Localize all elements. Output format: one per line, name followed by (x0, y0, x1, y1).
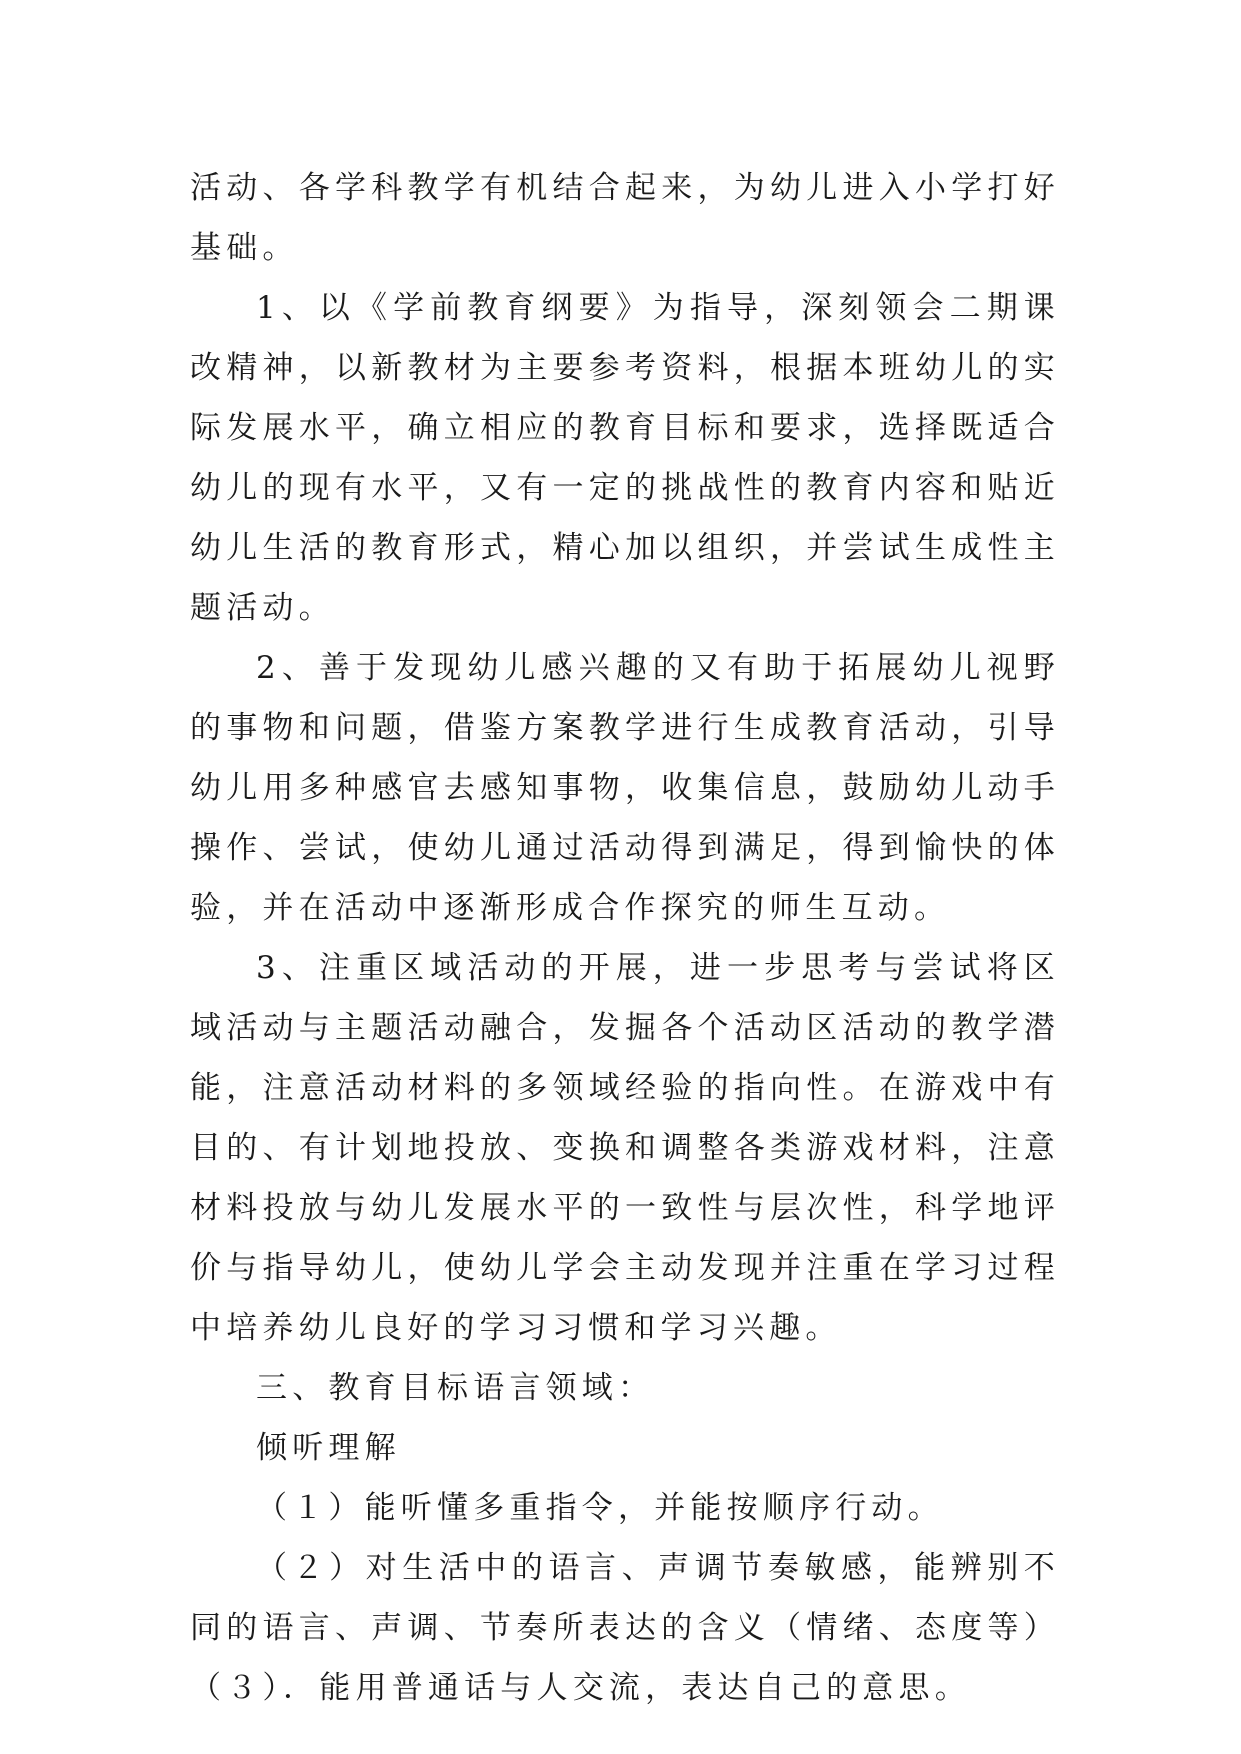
paragraph-continuation: 活动、各学科教学有机结合起来，为幼儿进入小学打好基础。 (190, 170, 1060, 266)
section-heading-education-goals: 三、教育目标语言领域： (256, 1370, 655, 1406)
goal-item-2: （２）对生活中的语言、声调节奏敏感，能辨别不同的语言、声调、节奏所表达的含义（情绪、态度等）（３）．能用普通话与人交流，表达自己的意思。 (190, 1550, 1060, 1706)
document-body (190, 158, 1060, 1718)
paragraph-item-1: 1、以《学前教育纲要》为指导，深刻领会二期课改精神，以新教材为主要参考资料，根据本班幼儿的实际发展水平，确立相应的教育目标和要求，选择既适合幼儿的现有水平，又有一定的挑战性的教育内容和贴近幼儿生活的教育形式，精心加以组织，并尝试生成性主题活动。 (190, 290, 1060, 626)
paragraph-item-2: 2、善于发现幼儿感兴趣的又有助于拓展幼儿视野的事物和问题，借鉴方案教学进行生成教育活动，引导幼儿用多种感官去感知事物，收集信息，鼓励幼儿动手操作、尝试，使幼儿通过活动得到满足，得到愉快的体验，并在活动中逐渐形成合作探究的师生互动。 (190, 650, 1060, 926)
goal-item-1: （１）能听懂多重指令，并能按顺序行动。 (256, 1490, 944, 1526)
subheading-listening-comprehension: 倾听理解 (256, 1430, 401, 1466)
paragraph-item-3: 3、注重区域活动的开展，进一步思考与尝试将区域活动与主题活动融合，发掘各个活动区活动的教学潜能，注意活动材料的多领域经验的指向性。在游戏中有目的、有计划地投放、变换和调整各类游戏材料，注意材料投放与幼儿发展水平的一致性与层次性，科学地评价与指导幼儿，使幼儿学会主动发现并注重在学习过程中培养幼儿良好的学习习惯和学习兴趣。 (190, 950, 1060, 1346)
